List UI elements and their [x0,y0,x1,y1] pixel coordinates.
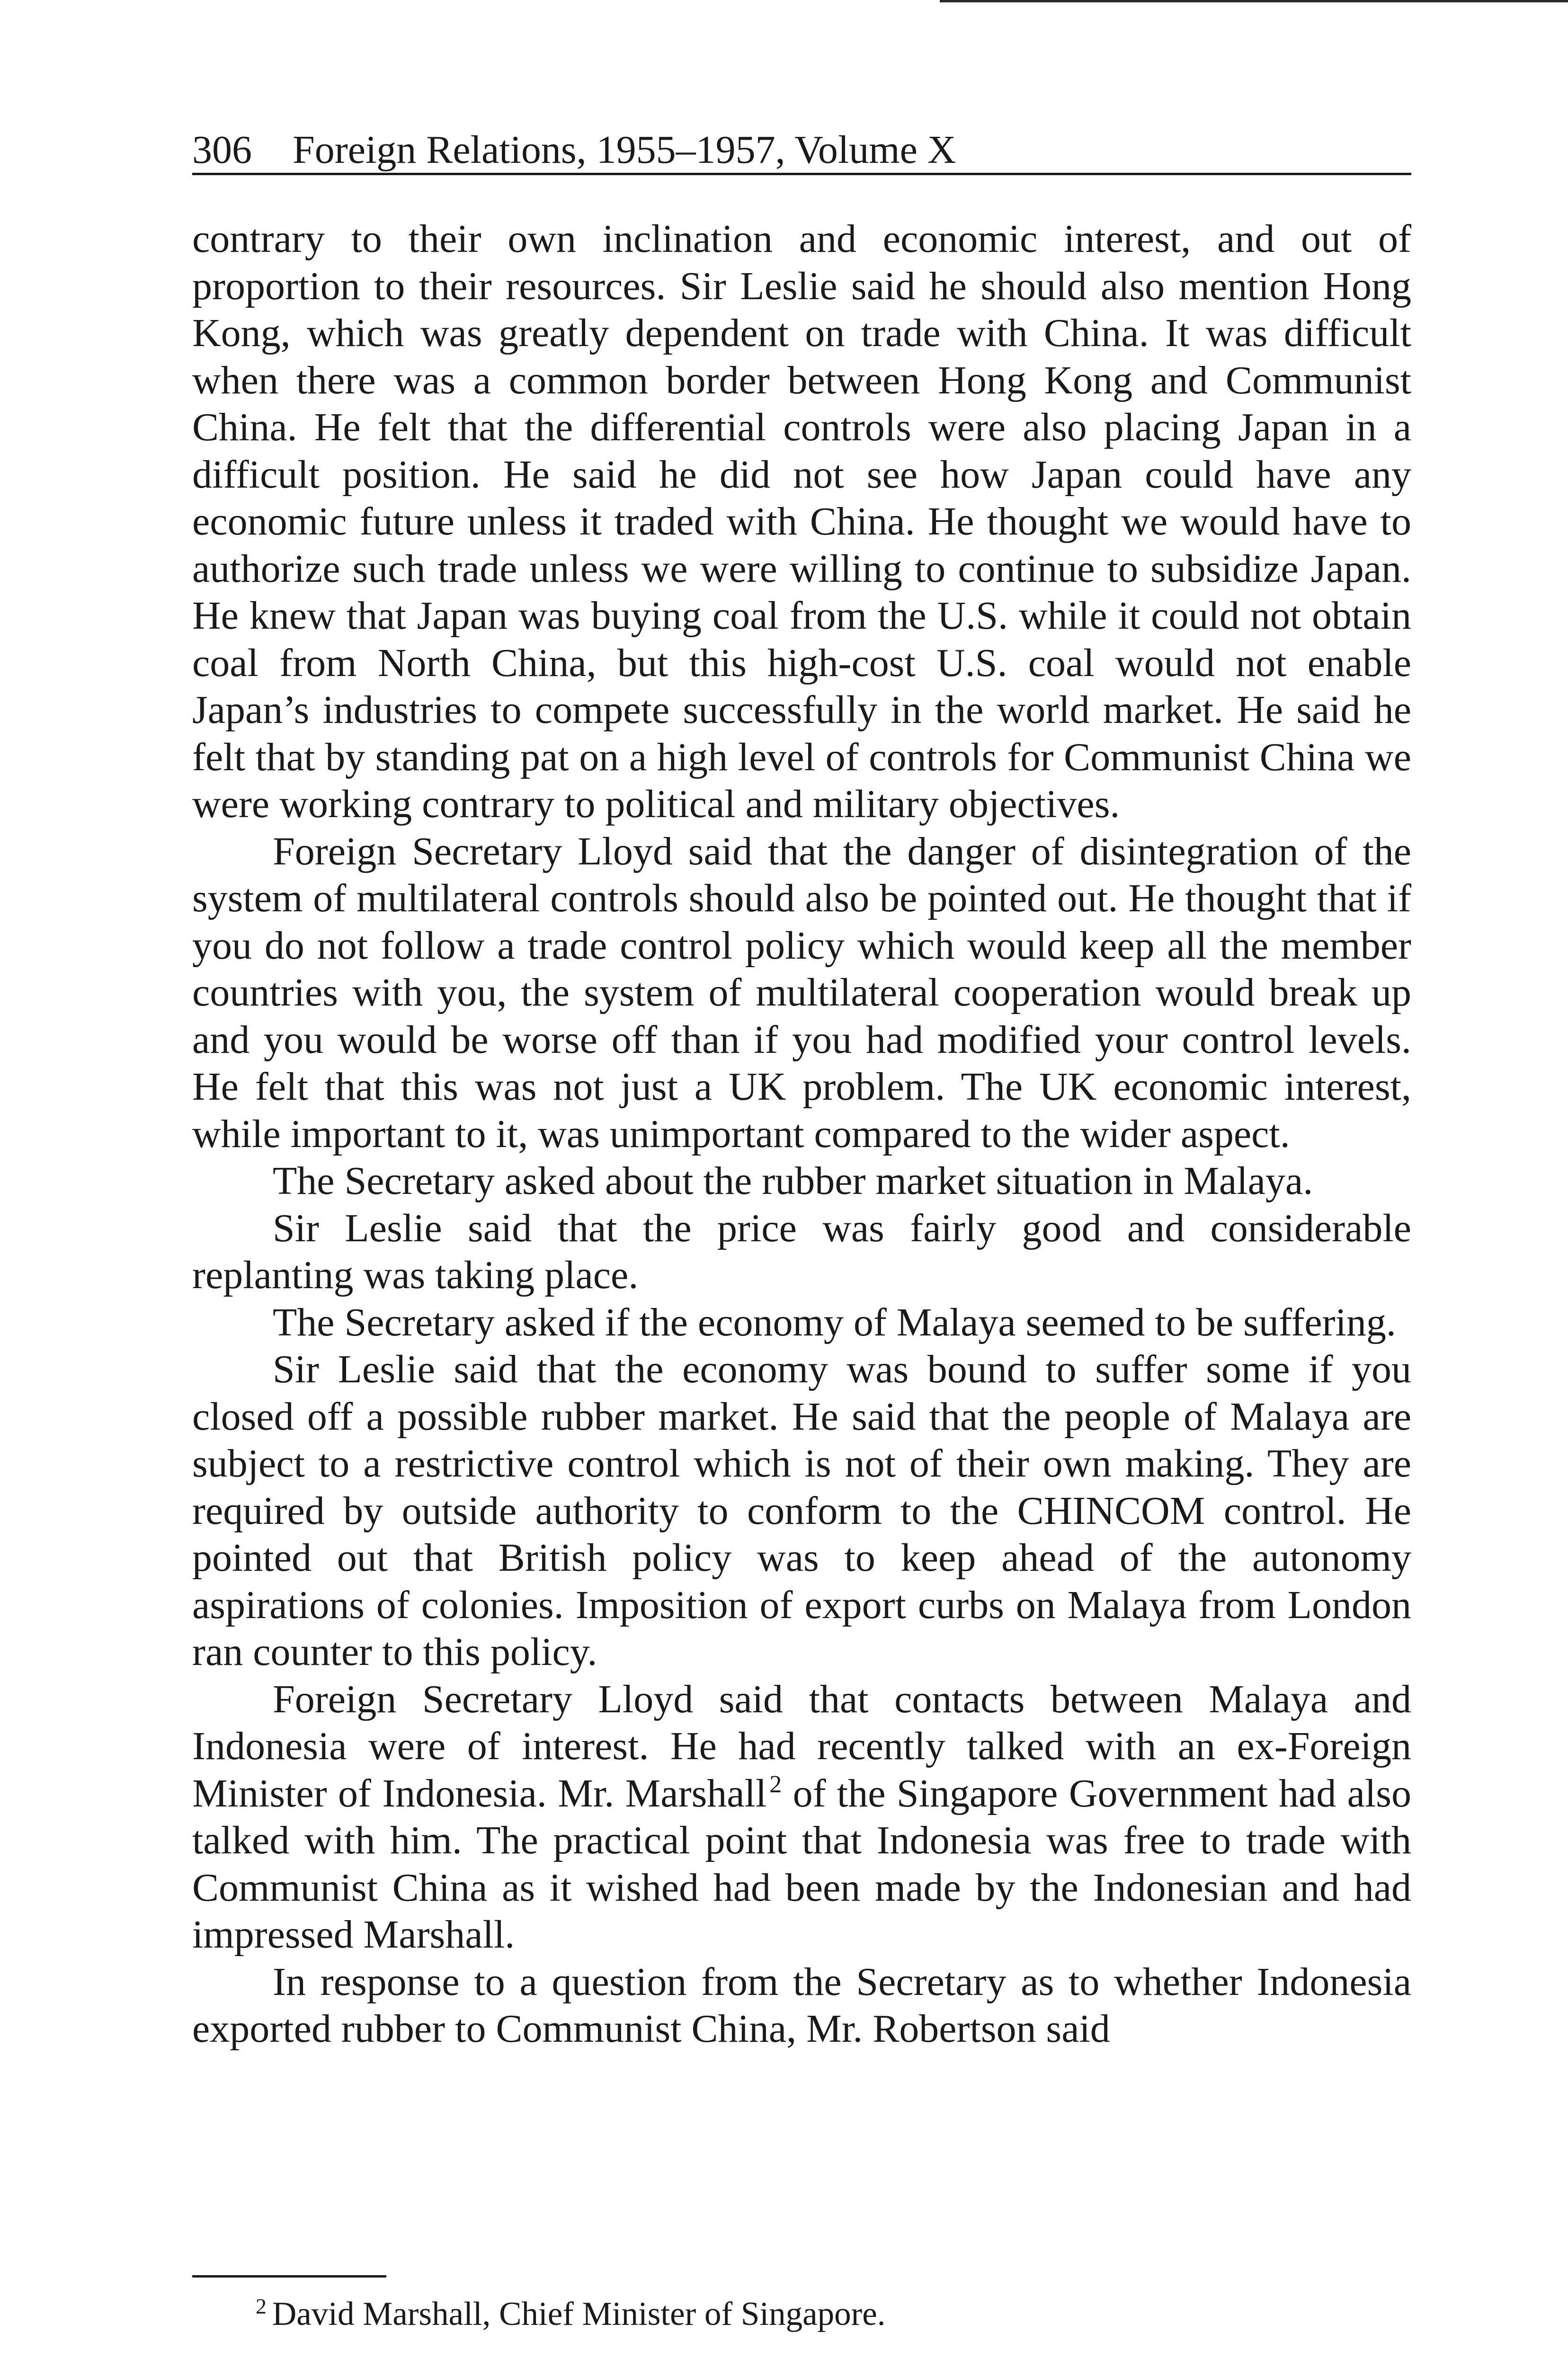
paragraph-secretary-economy: The Secretary asked if the economy of Malaya seemed to be suffering. [273,1300,1396,1344]
paragraph-robertson: In response to a question from the Secretary as to whether Indonesia exported rubber to Communist China, Mr. Robertson said [192,1959,1411,2051]
paragraph-text: of the Singapore Government had also talked with him. The practical point that Indonesia was free to trade with Communist China as it wished had been made by the Indonesian and had impressed Marshall. [192,1771,1411,1957]
footnote-reference[interactable]: 2 [769,1771,782,1798]
footnote-text: David Marshall, Chief Minister of Singapore. [272,2296,886,2332]
paragraph-lloyd-controls: Foreign Secretary Lloyd said that the danger of disintegration of the system of multilateral controls should also be pointed out. He thought that if you do not follow a trade control policy which would keep all the member countries with you, the system of multilateral cooperation would break up and you would be worse off than if you had modified your control levels. He felt that this was not just a UK problem. The UK economic interest, while important to it, was unimportant compared to the wider aspect. [192,829,1411,1156]
paragraph-leslie-price: Sir Leslie said that the price was fairly good and considerable replanting was taking place. [192,1206,1411,1297]
paragraph-secretary-rubber: The Secretary asked about the rubber market situation in Malaya. [273,1159,1313,1203]
paragraph-leslie-economy: Sir Leslie said that the economy was bound to suffer some if you closed off a possible rubber market. He said that the people of Malaya are subject to a restrictive control which is not of their own making. They are required by outside authority to conform to the CHINCOM control. He pointed out that British policy was to keep ahead of the autonomy aspirations of colonies. Imposition of export curbs on Malaya from London ran counter to this policy. [192,1347,1411,1674]
footnote-number: 2 [256,2294,267,2318]
paragraph-lloyd-indonesia [192,1676,1411,1958]
paragraph-continuation: contrary to their own inclination and economic interest, and out of proportion to their resources. Sir Leslie said he should also mention Hong Kong, which was greatly dependent on trade with China. It was difficult when there was a common border between Hong Kong and Communist China. He felt that the differential controls were also placing Japan in a difficult position. He said he did not see how Japan could have any economic future unless it traded with China. He thought we would have to authorize such trade unless we were willing to continue to subsidize Japan. He knew that Japan was buying coal from the U.S. while it could not obtain coal from North China, but this high-cost U.S. coal would not enable Japan’s industries to compete successfully in the world market. He said he felt that by standing pat on a high level of controls for Communist China we were working contrary to political and military objectives. [192,217,1411,826]
footnote [256,2290,1392,2338]
paragraph-text: Foreign Secretary Lloyd said that contacts between Malaya and Indonesia were of interest. He had recently talked with an ex-Foreign Minister of Indonesia. Mr. Marshall [192,1677,1411,1815]
running-header [192,124,1411,176]
running-title: Foreign Relations, 1955–1957, Volume X [293,128,956,172]
footnote-rule [192,2275,386,2278]
page-number: 306 [192,128,252,172]
top-edge-rule [940,0,1568,2]
body-text [192,215,1411,2053]
header-rule [192,173,1411,175]
